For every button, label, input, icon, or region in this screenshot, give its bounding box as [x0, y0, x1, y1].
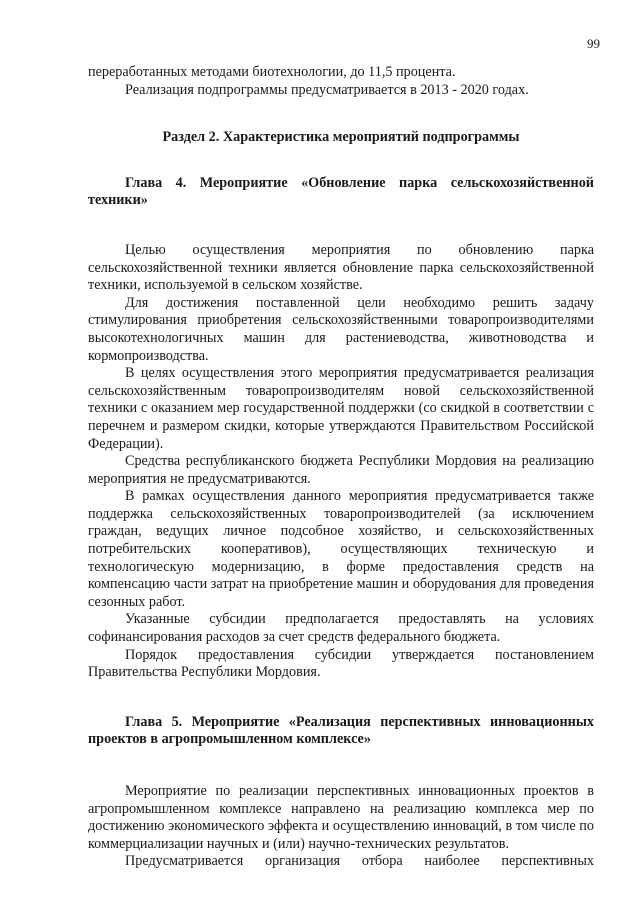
intro-line-1: переработанных методами биотехнологии, до 11,5 процента.	[88, 64, 456, 80]
document-body	[88, 64, 594, 871]
page-number: 99	[587, 36, 600, 51]
chapter-4-paragraph: Средства республиканского бюджета Республики Мордовия на реализацию мероприятия не предусматриваются.	[88, 453, 594, 487]
chapter-4-paragraph: Для достижения поставленной цели необходимо решить задачу стимулирования приобретения сельскохозяйственными товаропроизводителями высокотехнологичных машин для растениеводства, животноводства и кормопроизводства.	[88, 294, 594, 364]
chapter-4-paragraph: Указанные субсидии предполагается предоставлять на условиях софинансирования расходов за счет средств федерального бюджета.	[88, 611, 594, 646]
chapter-5-paragraph: Мероприятие по реализации перспективных инновационных проектов в агропромышленном комплексе направлено на реализацию комплекса мер по достижению экономического эффекта и осуществлению инноваций, в том числе по коммерциализации научных и (или) научно-технических результатов.	[88, 783, 594, 852]
chapter-4-paragraph: Порядок предоставления субсидии утверждается постановлением Правительства Республики Мордовия.	[88, 646, 594, 681]
intro-line-2: Реализация подпрограммы предусматривается в 2013 - 2020 годах.	[125, 81, 529, 98]
section-title: Раздел 2. Характеристика мероприятий подпрограммы	[162, 129, 520, 146]
chapter-4-paragraph: В рамках осуществления данного мероприятия предусматривается также поддержка сельскохозяйственных товаропроизводителей (за исключением граждан, ведущих личное подсобное хозяйство, и сельскохозяйственных потребительских кооперативов), осуществляющих техническую и технологическую модернизацию, в форме предоставления средств на компенсацию части затрат на приобретение машин и оборудования для проведения сезонных работ.	[88, 488, 594, 610]
chapter-5-paragraph: Предусматривается организация отбора наиболее перспективных	[125, 853, 594, 870]
chapter-4-paragraph: В целях осуществления этого мероприятия предусматривается реализация сельскохозяйственным товаропроизводителям новой сельскохозяйственной техники с оказанием мер государственной поддержки (со скидкой в соответствии с перечнем и размером скидки, которые утверждаются Правительством Российской Федерации).	[88, 365, 594, 452]
chapter-5-title: Глава 5. Мероприятие «Реализация перспективных инновационных проектов в агропромышленном комплексе»	[88, 713, 594, 748]
chapter-4-title: Глава 4. Мероприятие «Обновление парка сельскохозяйственной техники»	[88, 174, 594, 209]
chapter-4-paragraph: Целью осуществления мероприятия по обновлению парка сельскохозяйственной техники является обновление парка сельскохозяйственной техники, используемой в сельском хозяйстве.	[88, 241, 594, 294]
